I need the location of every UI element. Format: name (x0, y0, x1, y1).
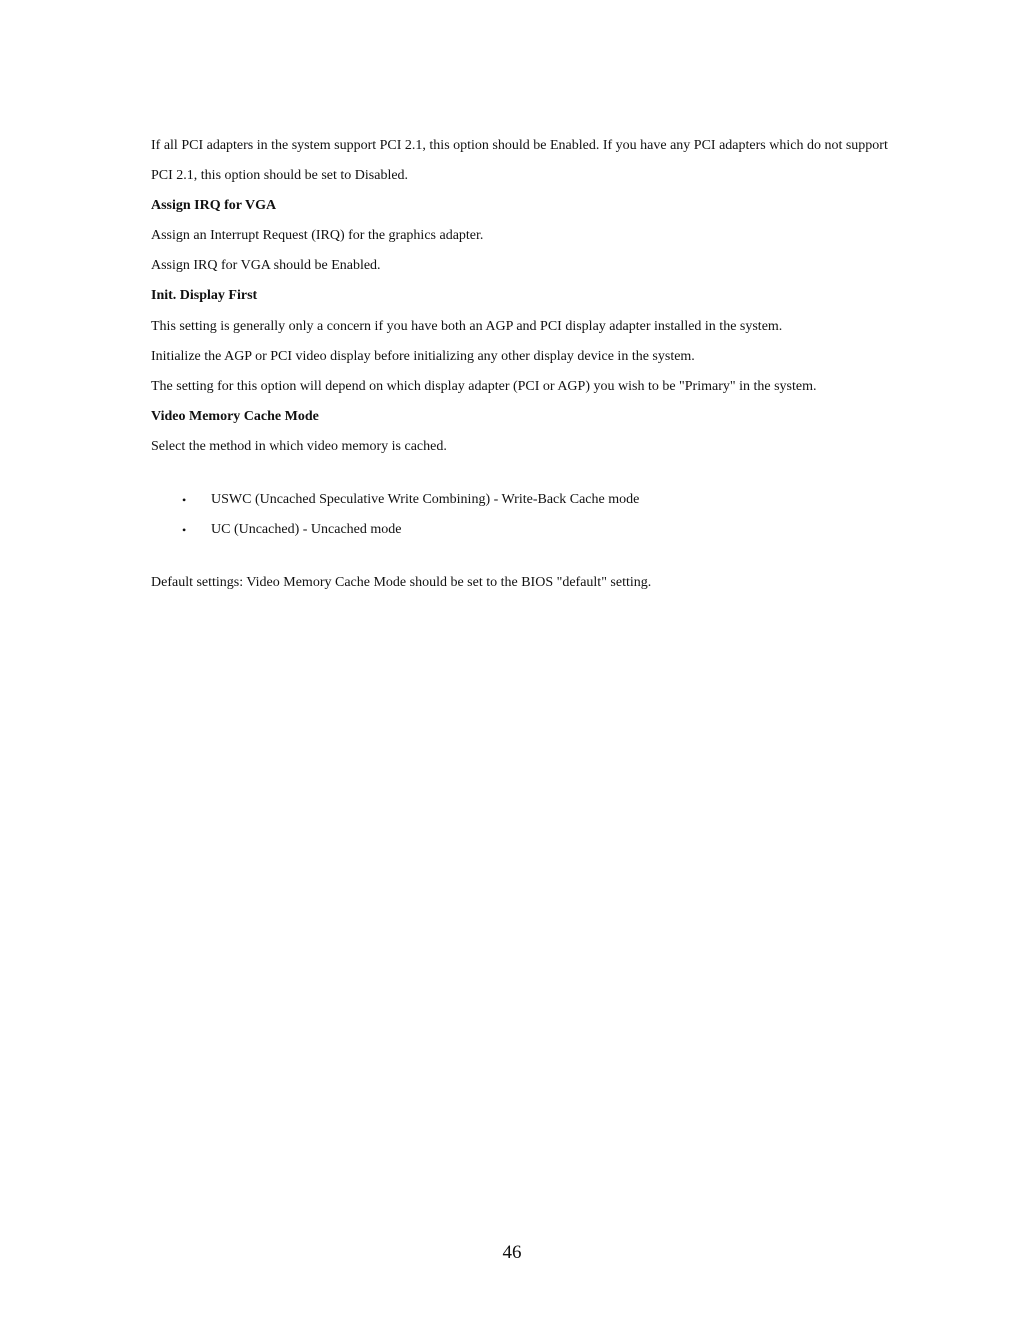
bullet-icon: • (182, 523, 187, 538)
init-display-line-3: The setting for this option will depend on which display adapter (PCI or AGP) you wish to be "Primary" in the system. (151, 378, 817, 394)
heading-init-display-first: Init. Display First (151, 288, 258, 304)
list-item (151, 485, 891, 515)
init-display-line-2: Initialize the AGP or PCI video display before initializing any other display device in the system. (151, 348, 695, 364)
paragraph-pci21: If all PCI adapters in the system support PCI 2.1, this option should be Enabled. If you have any PCI adapters which do not support PCI 2.1, this option should be set to Disabled. (151, 138, 888, 184)
assign-irq-description: Assign an Interrupt Request (IRQ) for the graphics adapter. (151, 228, 484, 244)
list-item-text: UC (Uncached) - Uncached mode (211, 522, 402, 538)
default-settings-note: Default settings: Video Memory Cache Mode should be set to the BIOS "default" setting. (151, 575, 652, 591)
video-cache-options-list (151, 485, 891, 545)
page-body (151, 131, 891, 598)
heading-assign-irq-for-vga: Assign IRQ for VGA (151, 198, 277, 214)
bullet-icon: • (182, 493, 187, 508)
init-display-line-1: This setting is generally only a concern if you have both an AGP and PCI display adapter installed in the system. (151, 318, 783, 334)
video-cache-description: Select the method in which video memory is cached. (151, 438, 447, 454)
heading-video-memory-cache-mode: Video Memory Cache Mode (151, 408, 319, 424)
assign-irq-setting: Assign IRQ for VGA should be Enabled. (151, 258, 381, 274)
list-item-text: USWC (Uncached Speculative Write Combining) - Write-Back Cache mode (211, 492, 640, 508)
page-number: 46 (502, 1242, 522, 1263)
list-item (151, 515, 891, 545)
